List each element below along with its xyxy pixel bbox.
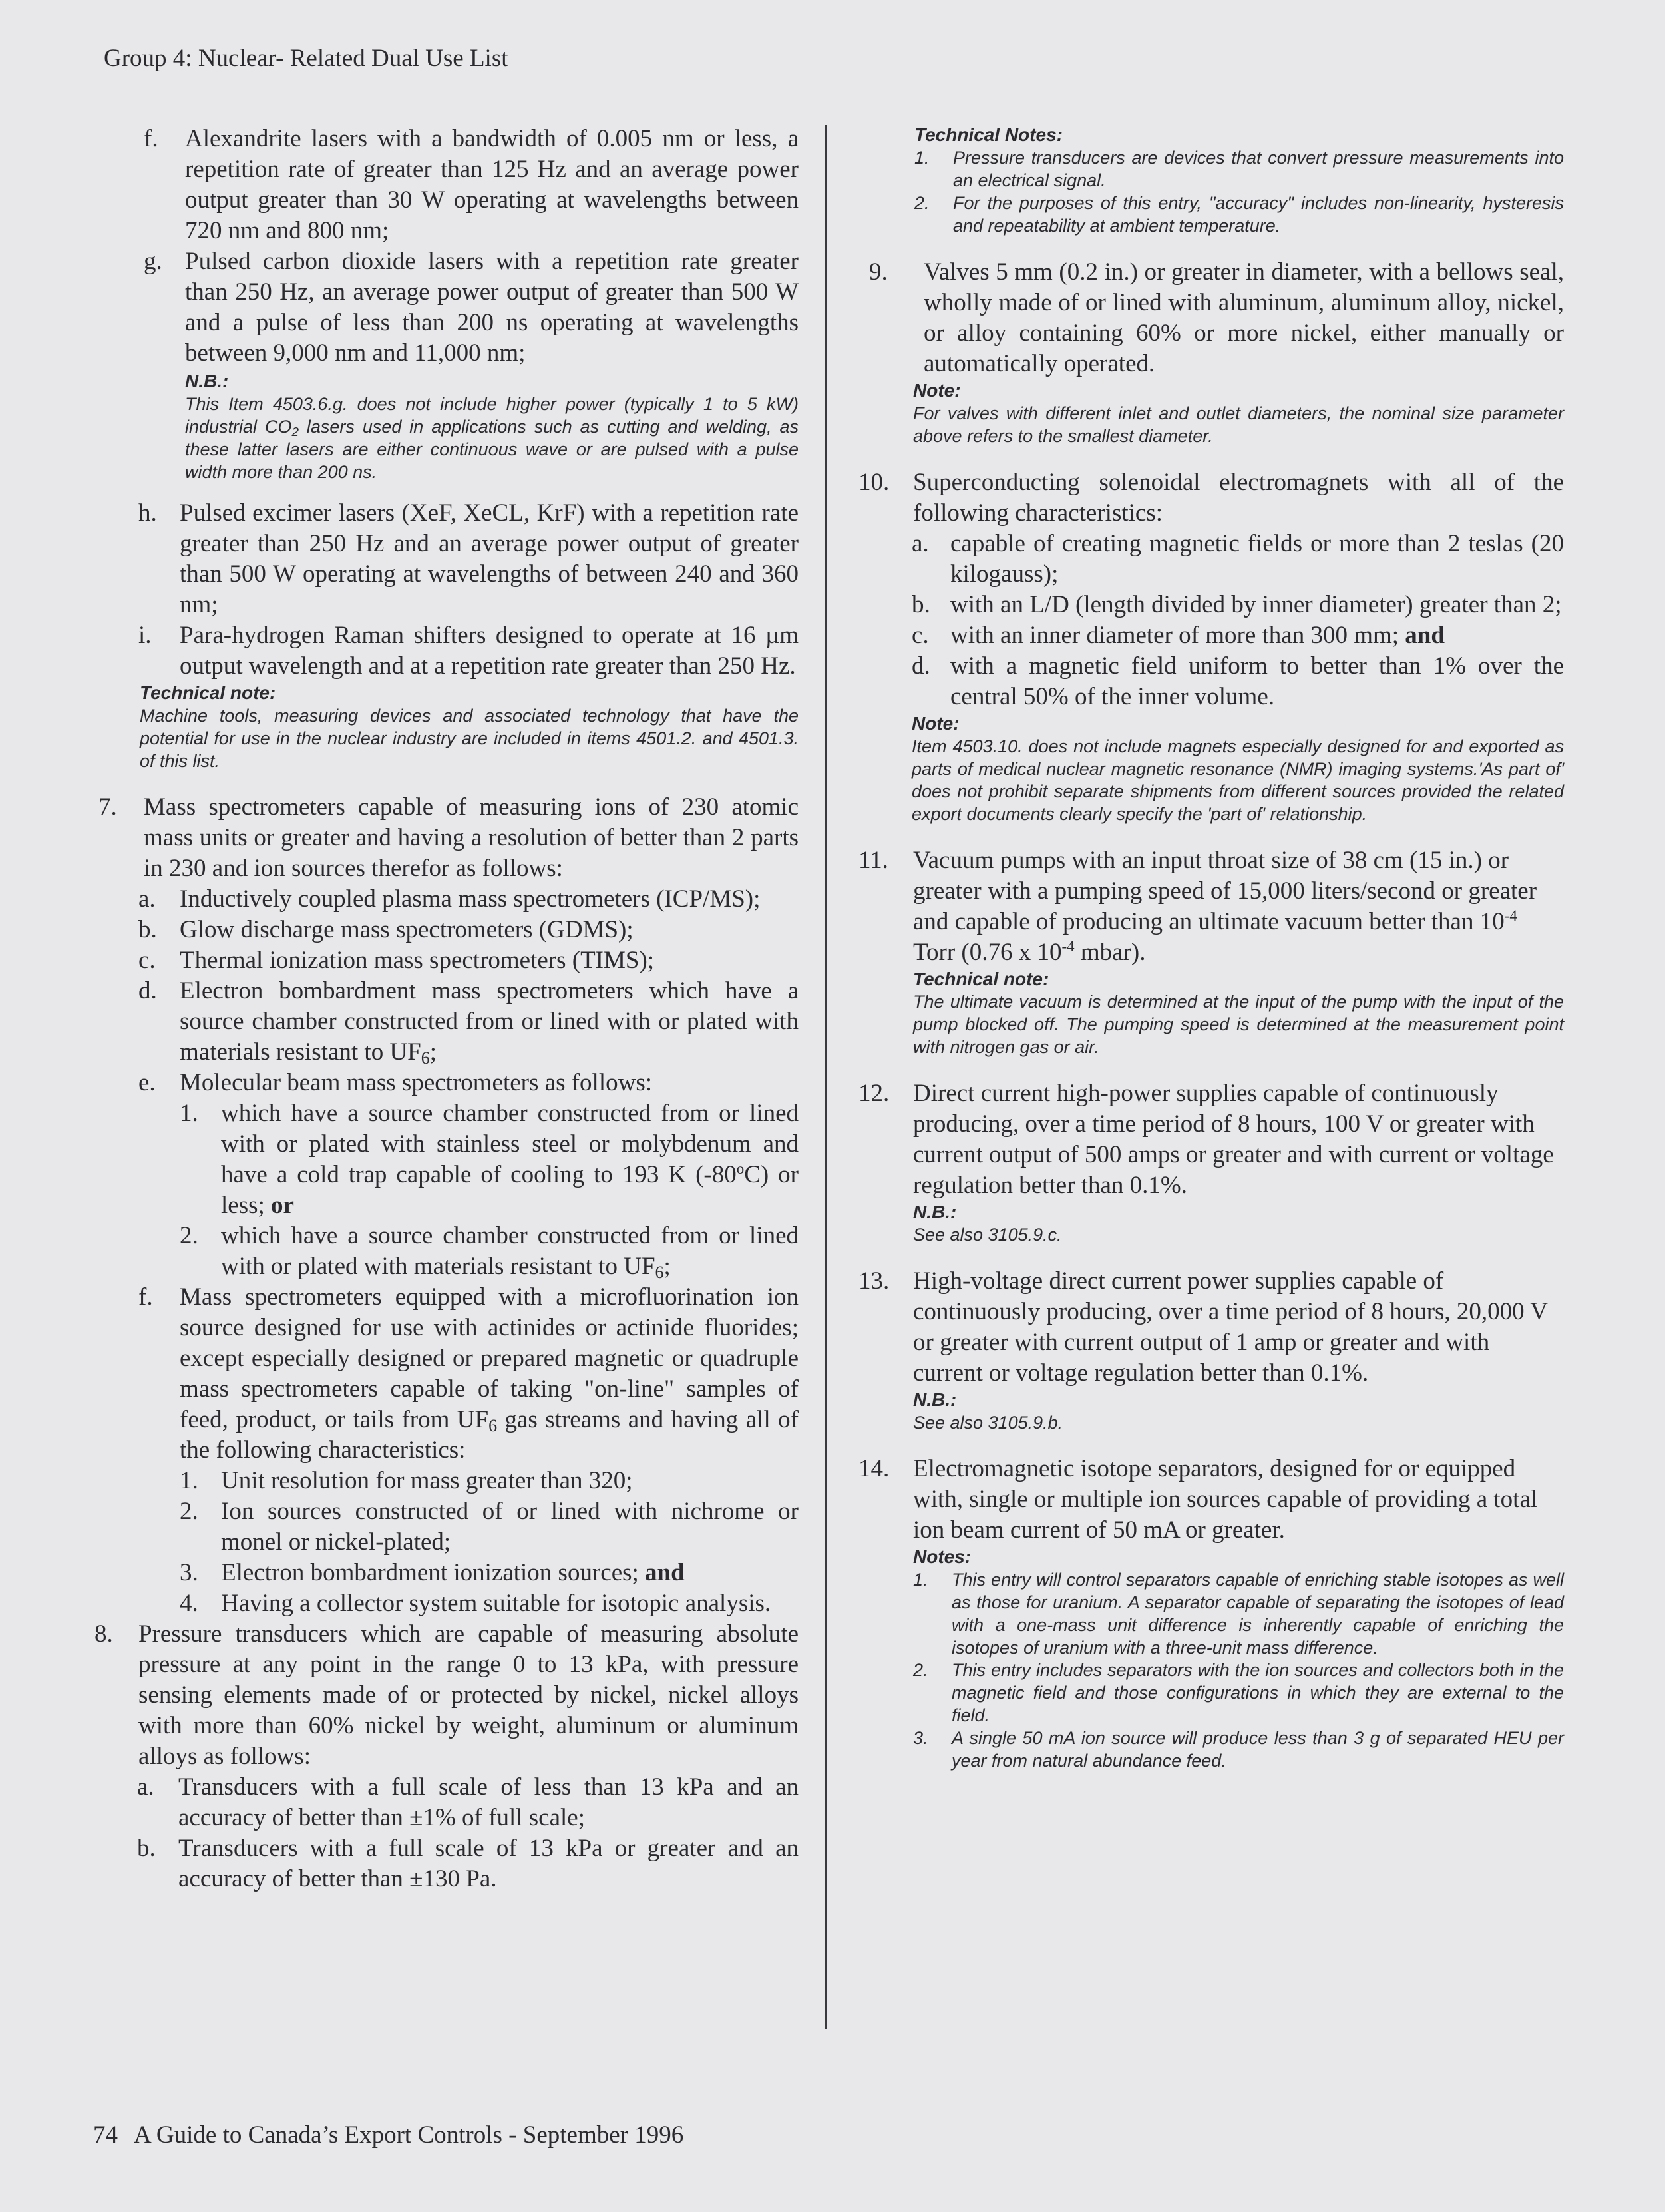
item-7f: f. Mass spectrometers equipped with a microfluorination ion source designed for use with actinides or actinide fluorides; except especially designed or prepared magnetic or quadruple mass spectrometers capable of taking "on-line" samples of feed, product, or tails from UF6 gas streams and having all of the following characteristics: [138,1283,799,1464]
item-7c: c. Thermal ionization mass spectrometers (TIMS); [138,947,655,974]
item-11: 11. Vacuum pumps with an input throat size of 38 cm (15 in.) or greater with a pumping speed of 15,000 liters/second or greater and capable of producing an ultimate vacuum better than 10-4 Torr (0.76 x 10-4 mbar). [858,847,1537,966]
column-divider [825,125,827,2029]
item-8a: a. Transducers with a full scale of less than 13 kPa and an accuracy of better than ±1% of full scale; [137,1773,799,1831]
nb-note-g: N.B.: This Item 4503.6.g. does not include higher power (typically 1 to 5 kW) industrial CO2 lasers used in applications such as cutting and welding, as these latter lasers are either continuous wave or are pulsed with a pulse width more than 200 ns. [185,371,799,482]
list-item-h: h. Pulsed excimer lasers (XeF, XeCL, KrF) with a repetition rate greater than 250 Hz and an average power output of greater than 500 W operating at wavelengths of between 240 and 360 nm; [138,499,799,618]
item-7f-1: 1. Unit resolution for mass greater than 320; [180,1467,633,1494]
item-9: 9. Valves 5 mm (0.2 in.) or greater in diameter, with a bellows seal, wholly made of or lined with aluminum, aluminum alloy, nickel, or alloy containing 60% or more nickel, either manually or automatically operated. [869,258,1564,377]
item-7e-2: 2. which have a source chamber constructed from or lined with or plated with materials resistant to UF6; [180,1222,799,1283]
item-10a: a. capable of creating magnetic fields or more than 2 teslas (20 kilogauss); [912,530,1564,588]
item-7b: b. Glow discharge mass spectrometers (GDMS); [138,916,634,943]
page-header: Group 4: Nuclear- Related Dual Use List [104,45,508,72]
item-13-nb: N.B.: See also 3105.9.b. [913,1389,1063,1433]
item-14-note-1: 1. This entry will control separators capable of enriching stable isotopes as well as those for uranium. A separator capable of separating the isotopes of lead with a one-mass unit difference is inherently capable of enriching the isotopes of uranium with a three-unit mass difference. [913,1570,1564,1658]
item-7a: a. Inductively coupled plasma mass spectrometers (ICP/MS); [138,885,761,913]
footer-title: A Guide to Canada’s Export Controls - September 1996 [134,2121,684,2149]
tech-note-1: 1. Pressure transducers are devices that convert pressure measurements into an electrical signal. [914,148,1564,190]
item-14-notes: Notes: 1. This entry will control separators capable of enriching stable isotopes as well as those for uranium. A separator capable of separating the isotopes of lead with a one-mass unit difference is inherently capable of enriching the isotopes of uranium with a three-unit mass difference. 2. This entry includes separators with the ion sources and collectors both in the magnetic field and those configurations in which they are external to the field. 3. A single 50 mA ion source will produce less than 3 g of separated HEU per year from natural abundance feed. [913,1546,1564,1771]
item-8: 8. Pressure transducers which are capable of measuring absolute pressure at any point in the range 0 to 13 kPa, with pressure sensing elements made of or protected by nickel, nickel alloys with more than 60% nickel by weight, aluminum or aluminum alloys as follows: [94,1620,799,1770]
item-12: 12. Direct current high-power supplies capable of continuously producing, over a time period of 8 hours, 100 V or greater with current output of 500 amps or greater and with current or voltage regulation better than 0.1%. [858,1080,1554,1199]
item-7e-1: 1. which have a source chamber constructed from or lined with or plated with stainless steel or molybdenum and have a cold trap capable of cooling to 193 K (-80oC) or less; or [180,1100,799,1219]
item-9-note: Note: For valves with different inlet and outlet diameters, the nominal size parameter above refers to the smallest diameter. [913,380,1564,446]
item-12-nb: N.B.: See also 3105.9.c. [913,1202,1062,1245]
page-footer [93,2121,683,2149]
item-8b: b. Transducers with a full scale of 13 kPa or greater and an accuracy of better than ±130 Pa. [137,1835,799,1892]
right-column [858,124,1564,1772]
list-item-g: g. Pulsed carbon dioxide lasers with a repetition rate greater than 250 Hz, an average power output of greater than 500 W and a pulse of less than 200 ns operating at wavelengths between 9,000 nm and 11,000 nm; [144,248,799,367]
item-7e: e. Molecular beam mass spectrometers as follows: [138,1069,652,1096]
item-7d: d. Electron bombardment mass spectrometers which have a source chamber constructed from or lined with or plated with materials resistant to UF6; [138,977,799,1068]
item-11-technical-note: Technical note: The ultimate vacuum is determined at the input of the pump with the input of the pump blocked off. The pumping speed is determined at the measurement point with nitrogen gas or air. [913,969,1564,1057]
item-10c: c. with an inner diameter of more than 300 mm; and [912,622,1445,649]
left-column [93,124,799,1894]
item-10b: b. with an L/D (length divided by inner diameter) greater than 2; [912,591,1562,618]
item-7f-2: 2. Ion sources constructed of or lined with nichrome or monel or nickel-plated; [180,1498,799,1556]
item-10d: d. with a magnetic field uniform to better than 1% over the central 50% of the inner volume. [912,652,1564,710]
list-item-f: f. Alexandrite lasers with a bandwidth of 0.005 nm or less, a repetition rate of greater than 125 Hz and an average power output greater than 30 W operating at wavelengths between 720 nm and 800 nm; [144,125,799,244]
item-10-note: Note: Item 4503.10. does not include magnets especially designed for and exported as parts of medical nuclear magnetic resonance (NMR) imaging systems.'As part of' does not prohibit separate shipments from different sources provided the related export documents clearly specify the 'part of' relationship. [912,713,1564,824]
item-13: 13. High-voltage direct current power supplies capable of continuously producing, over a time period of 8 hours, 20,000 V or greater with current output of 1 amp or greater and with current or voltage regulation better than 0.1%. [858,1267,1548,1387]
item-7: 7. Mass spectrometers capable of measuring ions of 230 atomic mass units or greater and having a resolution of better than 2 parts in 230 and ion sources therefor as follows: [98,793,799,882]
item-7f-4: 4. Having a collector system suitable for isotopic analysis. [180,1590,771,1617]
item-14-note-3: 3. A single 50 mA ion source will produce less than 3 g of separated HEU per year from natural abundance feed. [913,1728,1564,1771]
item-14: 14. Electromagnetic isotope separators, designed for or equipped with, single or multiple ion sources capable of providing a total ion beam current of 50 mA or greater. [858,1455,1538,1544]
technical-notes-8: Technical Notes: 1. Pressure transducers are devices that convert pressure measurements into an electrical signal. 2. For the purposes of this entry, "accuracy" includes non-linearity, hysteresis and repeatability at ambient temperature. [914,124,1564,236]
item-14-note-2: 2. This entry includes separators with the ion sources and collectors both in the magnetic field and those configurations in which they are external to the field. [913,1660,1564,1725]
item-10: 10. Superconducting solenoidal electromagnets with all of the following characteristics: [858,469,1564,527]
technical-note: Technical note: Machine tools, measuring devices and associated technology that have the potential for use in the nuclear industry are included in items 4501.2. and 4501.3. of this list. [140,682,799,771]
tech-note-2: 2. For the purposes of this entry, "accuracy" includes non-linearity, hysteresis and repeatability at ambient temperature. [914,193,1564,236]
page-number: 74 [93,2121,118,2149]
item-7f-3: 3. Electron bombardment ionization sources; and [180,1559,685,1586]
list-item-i: i. Para-hydrogen Raman shifters designed to operate at 16 µm output wavelength and at a repetition rate greater than 250 Hz. [138,622,799,680]
